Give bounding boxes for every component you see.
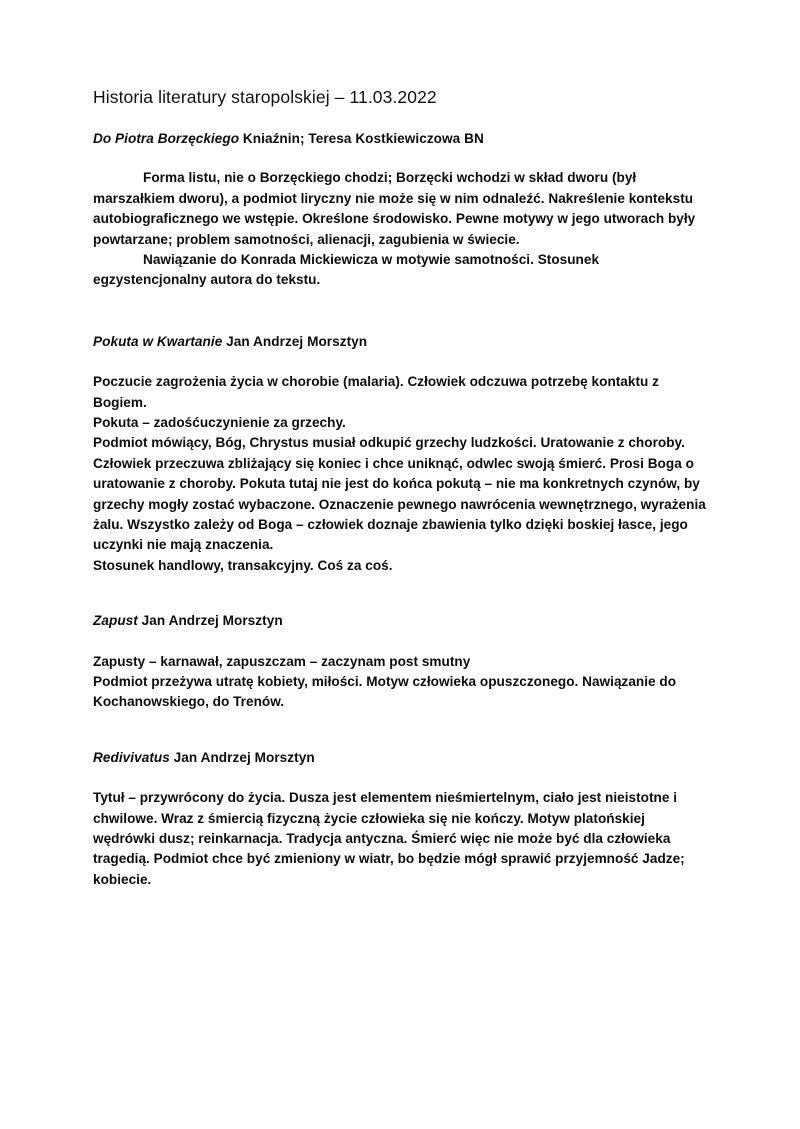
spacer (93, 576, 708, 611)
section-line: Zapusty – karnawał, zapuszczam – zaczynam post smutny (93, 653, 471, 669)
section-author: Jan Andrzej Morsztyn (169, 749, 315, 765)
section-heading (93, 748, 708, 768)
section-line: Poczucie zagrożenia życia w chorobie (malaria). Człowiek odczuwa potrzebę kontaktu z Bogiem. (93, 374, 659, 410)
section-line: Podmiot przeżywa utratę kobiety, miłości. Motyw człowieka opuszczonego. Nawiązanie do Kochanowskiego, do Trenów. (93, 674, 677, 710)
spacer (93, 291, 708, 332)
intro-paragraph-1: Forma listu, nie o Borzęckiego chodzi; Borzęcki wchodzi w skład dworu (był marszałkiem dworu), a podmiot liryczny nie może się w nim odnaleźć. Nakreślenie kontekstu autobiograficznego we wstępie. Określone środowisko. Pewne motywy w jego utworach były powtarzane; problem samotności, alienacji, zagubienia w świecie. (93, 170, 696, 247)
section-work-title: Redivivatus (93, 749, 170, 765)
section-line: Tytuł – przywrócony do życia. Dusza jest elementem nieśmiertelnym, ciało jest nieistotne i chwilowe. Wraz z śmiercią fizyczną życie człowieka się nie kończy. Motyw platońskiej wędrówki dusz; reinkarnacja. Tradycja antyczna. Śmierć więc nie może być dla człowieka tragedią. Podmiot chce być zmieniony w wiatr, bo będzie mógł sprawić przyjemność Jadze; kobiecie. (93, 790, 685, 887)
spacer (93, 352, 708, 372)
source-work-title: Do Piotra Borzęckiego (93, 131, 240, 147)
source-reference-line (93, 130, 708, 148)
section-line: Stosunek handlowy, transakcyjny. Coś za coś. (93, 557, 393, 573)
section-line: Pokuta – zadośćuczynienie za grzechy. (93, 414, 346, 430)
section-body (93, 372, 708, 576)
section-pokuta-w-kwartanie (93, 332, 708, 576)
section-redivivatus (93, 748, 708, 890)
intro-paragraph-2: Nawiązanie do Konrada Mickiewicza w motywie samotności. Stosunek egzystencjonalny autora do tekstu. (93, 251, 600, 288)
section-heading (93, 332, 708, 352)
section-work-title: Zapust (93, 613, 138, 629)
section-work-title: Pokuta w Kwartanie (93, 333, 223, 349)
section-body (93, 788, 708, 890)
spacer (93, 713, 708, 748)
spacer (93, 632, 708, 652)
spacer (93, 768, 708, 788)
section-author: Jan Andrzej Morsztyn (222, 333, 368, 349)
section-heading (93, 611, 708, 631)
page-title: Historia literatury staropolskiej – 11.03.2022 (93, 87, 437, 107)
section-body (93, 652, 708, 713)
source-author-edition: Kniaźnin; Teresa Kostkiewiczowa BN (239, 131, 484, 147)
section-author: Jan Andrzej Morsztyn (137, 613, 283, 629)
section-line: Podmiot mówiący, Bóg, Chrystus musiał odkupić grzechy ludzkości. Uratowanie z choroby. Człowiek przeczuwa zbliżający się koniec i chce uniknąć, odwlec swoją śmierć. Prosi Boga o uratowanie z choroby. Pokuta tutaj nie jest do końca pokutą – nie ma konkretnych czynów, by grzechy mogły zostać wybaczone. Oznaczenie pewnego nawrócenia wewnętrznego, wyrażenia żalu. Wszystko zależy od Boga – człowiek doznaje zbawienia tylko dzięki boskiej łasce, jego uczynki nie mają znaczenia. (93, 435, 706, 553)
document-body (93, 86, 708, 890)
section-zapust (93, 611, 708, 713)
